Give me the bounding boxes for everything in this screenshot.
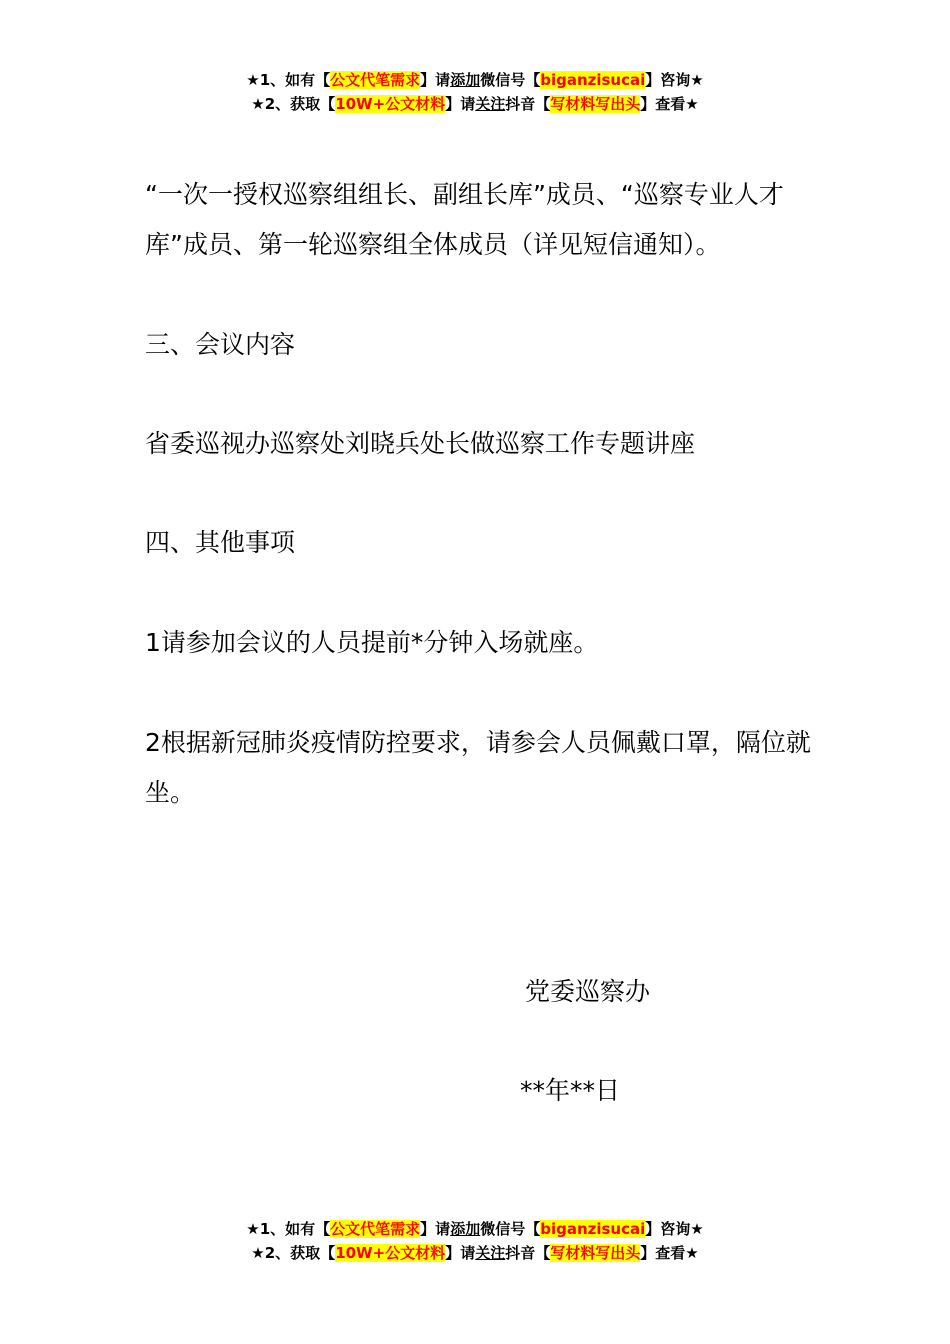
signature-organization: 党委巡察办 (525, 977, 651, 1006)
banner-underline: 关注 (475, 1244, 506, 1262)
banner-highlight: 公文代笔需求 (330, 71, 421, 89)
signature-date: **年**日 (520, 1076, 621, 1105)
banner-highlight: 公文代笔需求 (330, 1220, 421, 1238)
header-banner-line-2 (0, 92, 950, 116)
banner-text: ★1、如有【 (246, 1220, 331, 1238)
banner-highlight: biganzisucai (540, 1220, 646, 1238)
banner-highlight: 10W+公文材料 (335, 1244, 446, 1262)
banner-highlight: biganzisucai (540, 71, 646, 89)
attendees-paragraph: “一次一授权巡察组组长、副组长库”成员、“巡察专业人才库”成员、第一轮巡察组全体成员（详见短信通知）。 (145, 180, 784, 259)
banner-text: 微信号【 (480, 1220, 541, 1238)
header-banner-line-1 (0, 68, 950, 92)
banner-underline: 关注 (475, 95, 506, 113)
section-3-content: 省委巡视办巡察处刘晓兵处长做巡察工作专题讲座 (145, 429, 696, 458)
banner-text: 】请 (420, 1220, 451, 1238)
banner-text: 】查看★ (640, 95, 699, 113)
banner-text: 】咨询★ (645, 71, 704, 89)
banner-text: 】请 (420, 71, 451, 89)
footer-banner-line-1 (0, 1217, 950, 1241)
section-3-heading: 三、会议内容 (145, 330, 296, 359)
section-4-heading: 四、其他事项 (145, 528, 296, 557)
banner-text: 】请 (445, 95, 476, 113)
banner-text: 抖音【 (505, 1244, 551, 1262)
footer-banner (0, 1217, 950, 1265)
banner-highlight: 10W+公文材料 (335, 95, 446, 113)
banner-text: ★1、如有【 (246, 71, 331, 89)
footer-banner-line-2 (0, 1241, 950, 1265)
banner-highlight: 写材料写出头 (550, 95, 641, 113)
banner-text: 】请 (445, 1244, 476, 1262)
header-banner (0, 68, 950, 116)
banner-text: ★2、获取【 (251, 1244, 336, 1262)
banner-text: 抖音【 (505, 95, 551, 113)
banner-highlight: 写材料写出头 (550, 1244, 641, 1262)
banner-text: 微信号【 (480, 71, 541, 89)
other-item-2: 2根据新冠肺炎疫情防控要求，请参会人员佩戴口罩，隔位就坐。 (145, 728, 811, 807)
banner-text: 】咨询★ (645, 1220, 704, 1238)
banner-underline: 添加 (450, 1220, 481, 1238)
banner-underline: 添加 (450, 71, 481, 89)
banner-text: 】查看★ (640, 1244, 699, 1262)
other-item-1: 1请参加会议的人员提前*分钟入场就座。 (145, 628, 599, 657)
banner-text: ★2、获取【 (251, 95, 336, 113)
